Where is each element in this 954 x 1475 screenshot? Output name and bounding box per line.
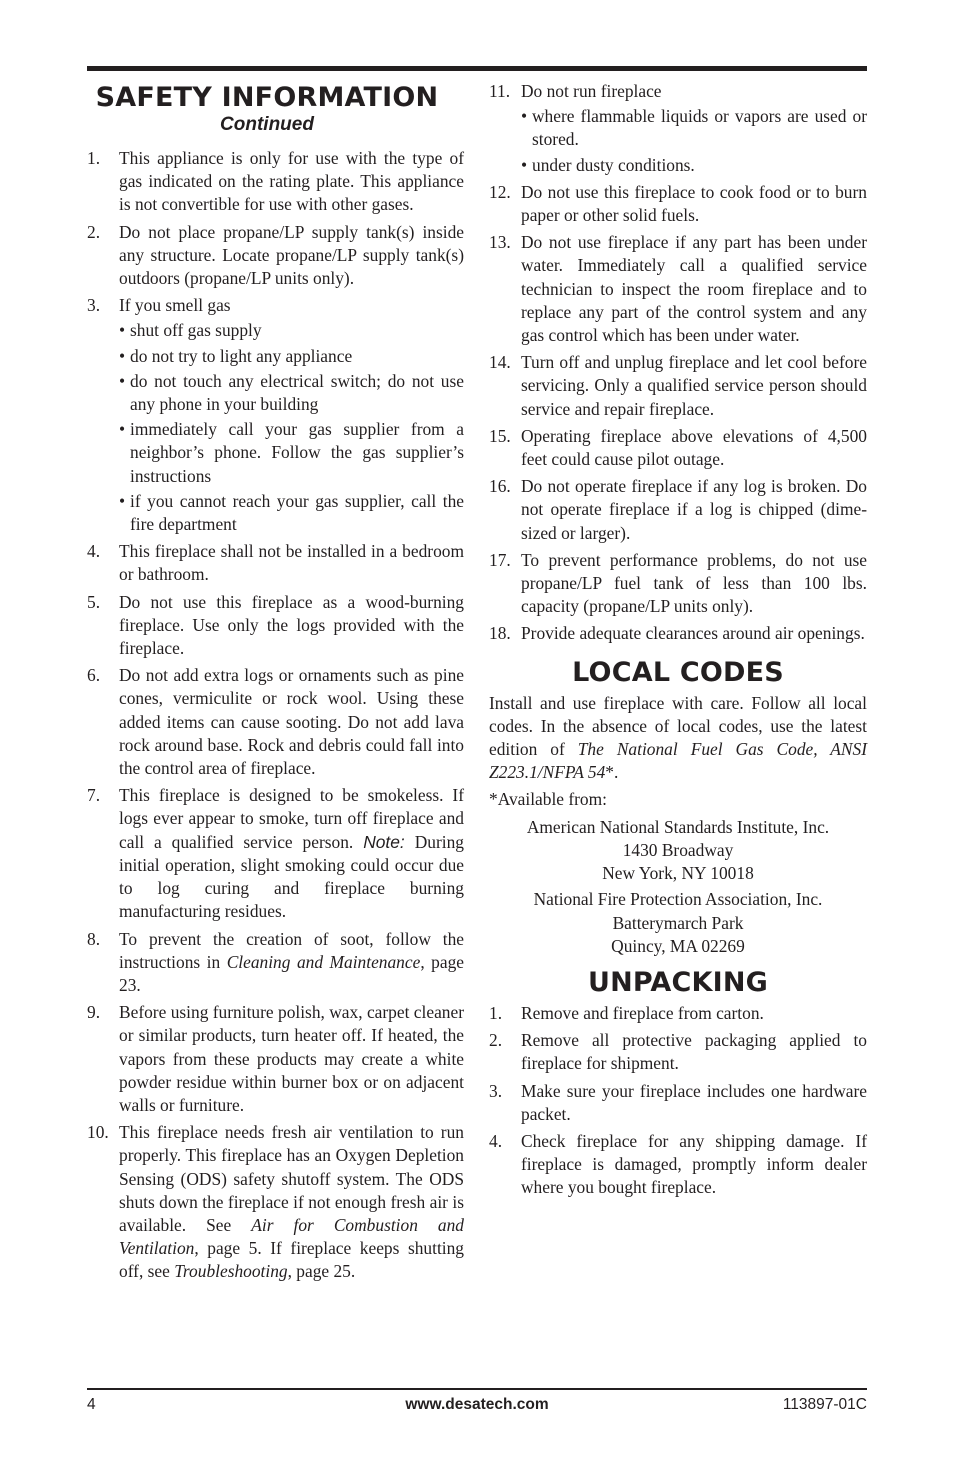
footer-rule [87, 1388, 867, 1390]
left-column [87, 80, 464, 1288]
list-item: 18. Provide adequate clearances around air openings. [489, 623, 865, 644]
list-item: 12. Do not use this fireplace to cook food or to burn paper or other solid fuels. [489, 181, 867, 226]
list-item: 5. Do not use this fireplace as a wood-burning fireplace. Use only the logs provided with the fireplace. [87, 591, 464, 659]
bullet-item: • shut off gas supply [119, 320, 262, 341]
address-ansi: American National Standards Institute, Inc. 1430 Broadway New York, NY 10018 [526, 816, 830, 884]
section-subtitle: Continued [220, 114, 314, 135]
section-title-local-codes: LOCAL CODES [572, 656, 784, 688]
list-item: 7. This fireplace is designed to be smokeless. If logs ever appear to smoke, turn off fireplace and call a qualified service person. Note: During initial operation, slight smoking could occur due to log curing and fireplace burning manufacturing residues. [87, 785, 464, 922]
list-item: 14. Turn off and unplug fireplace and let cool before servicing. Only a qualified service person should service and repair fireplace. [489, 352, 867, 419]
list-item: 6. Do not add extra logs or ornaments such as pine cones, vermiculite or rock wool. Using these added items can cause sooting. Do not add lava rock around base. Rock and debris could fall into the control area of fireplace. [87, 665, 464, 779]
list-item: 2. Do not place propane/LP supply tank(s) inside any structure. Locate propane/LP supply tank(s) outdoors (propane/LP units only). [87, 221, 464, 289]
note-label: Note: [363, 831, 405, 852]
footer-website[interactable]: www.desatech.com [405, 1396, 549, 1413]
list-item: 9. Before using furniture polish, wax, carpet cleaner or similar products, turn heater off. If heated, the vapors from these products may create a white powder residue within burner box or on adjacent walls or furniture. [87, 1002, 464, 1115]
list-item: 4. This fireplace shall not be installed in a bedroom or bathroom. [87, 541, 464, 585]
document-code: 113897-01C [782, 1396, 867, 1413]
bullet-list [521, 105, 867, 177]
unpacking-list [489, 1002, 867, 1200]
available-from: *Available from: [489, 789, 607, 810]
safety-list [87, 147, 464, 1284]
page-number: 4 [87, 1396, 96, 1413]
list-item: 17. To prevent performance problems, do not use propane/LP fuel tank of less than 100 lbs. capacity (propane/LP units only). [489, 549, 867, 617]
address-nfpa: National Fire Protection Association, Inc. Batterymarch Park Quincy, MA 02269 [533, 889, 823, 956]
bullet-item: • do not touch any electrical switch; do not use any phone in your building [119, 370, 464, 415]
bullet-item: • do not try to light any appliance [119, 345, 353, 366]
list-item: 11. Do not run fireplace • where flammable liquids or vapors are used or stored. • under dusty conditions. [489, 80, 867, 177]
list-item: 1. This appliance is only for use with the type of gas indicated on the rating plate. This appliance is not convertible for use with other gases. [87, 148, 464, 215]
safety-list-continued [489, 80, 867, 646]
list-item: 1. Remove and fireplace from carton. [489, 1002, 764, 1023]
local-codes-paragraph: Install and use fireplace with care. Follow all local codes. In the absence of local codes, use the latest edition of The National Fuel Gas Code, ANSI Z223.1/NFPA 54*. [489, 692, 867, 783]
bullet-item: • where flammable liquids or vapors are used or stored. [521, 106, 867, 150]
bullet-item: • under dusty conditions. [521, 154, 695, 175]
list-item: 4. Check fireplace for any shipping damage. If fireplace is damaged, promptly inform dealer where you bought fireplace. [489, 1130, 867, 1198]
list-item: 13. Do not use fireplace if any part has been under water. Immediately call a qualified service technician to inspect the room fireplace and to replace any part of the control system and any gas control which has been under water. [489, 232, 867, 346]
list-item: 3. Make sure your fireplace includes one hardware packet. [489, 1080, 867, 1124]
list-item: 2. Remove all protective packaging applied to fireplace for shipment. [489, 1030, 867, 1074]
bullet-list [119, 319, 464, 536]
top-rule [87, 66, 867, 71]
section-title-safety: SAFETY INFORMATION [95, 82, 439, 113]
bullet-item: • if you cannot reach your gas supplier, call the fire department [119, 490, 464, 535]
list-item: 16. Do not operate fireplace if any log is broken. Do not operate fireplace if a log is chipped (dime-sized or larger). [489, 476, 867, 543]
list-item: 15. Operating fireplace above elevations of 4,500 feet could cause pilot outage. [489, 425, 867, 470]
list-item: 10. This fireplace needs fresh air ventilation to run properly. This fireplace has an Oxygen Depletion Sensing (ODS) safety shutoff system. The ODS shuts down the fireplace if not enough fresh air is available. See Air for Combustion and Ventilation, page 5. If fireplace keeps shutting off, see Troubleshooting, page 25. [87, 1122, 464, 1282]
bullet-item: • immediately call your gas supplier from a neighbor’s phone. Follow the gas supplier’s instructions [119, 419, 464, 486]
list-item: 3. If you smell gas • shut off gas supply • do not try to light any appliance • do not touch any electrical switch; do not use any phone in your building • immediately call your gas supplier from a neighbor’s phone. Follow the gas supplier’s instructions • if you cannot reach your gas supplier, call the fire department [87, 294, 464, 536]
section-title-unpacking: UNPACKING [587, 966, 769, 998]
list-item: 8. To prevent the creation of soot, follow the instructions in Cleaning and Maintenance, page 23. [87, 928, 465, 995]
right-column [489, 80, 867, 1204]
